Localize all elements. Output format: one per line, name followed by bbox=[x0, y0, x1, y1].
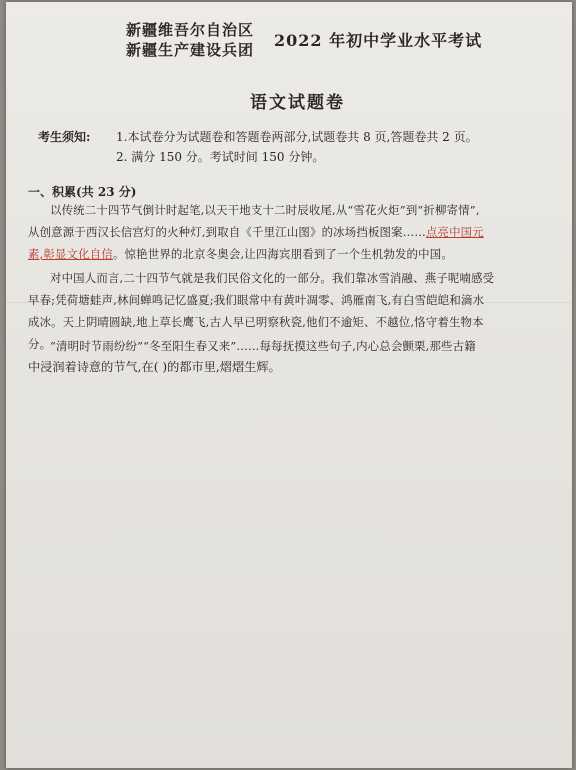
passage-line: 成冰。天上阴晴圆缺,地上草长鹰飞,古人早已明察秋瓷,他们不逾矩、不越位,恪守着生物本 bbox=[28, 315, 484, 329]
passage-line: 分。 bbox=[28, 337, 52, 351]
exam-sheet bbox=[6, 2, 572, 768]
passage-line: 以传统二十四节气倒计时起笔,以天干地支十二时辰收尾,从“雪花火炬”到“折柳寄情”, bbox=[50, 203, 480, 217]
underlined-sentence: 点亮中国元 bbox=[425, 225, 484, 239]
passage-line: 早春;凭荷塘蛙声,林间蝉鸣记忆盛夏;我们眼常中有黄叶凋零、鸿雁南飞,有白雪皑皑和滴水 bbox=[28, 293, 485, 307]
region-bingtuan: 新疆生产建设兵团 bbox=[126, 41, 255, 59]
exam-title: 2022 年初中学业水平考试 bbox=[274, 31, 483, 50]
passage-line bbox=[28, 224, 484, 240]
passage-line: “清明时节雨纷纷”“冬至阳生春又来”……每每抚摸这些句子,内心总会颤栗,那些古籍 bbox=[50, 339, 476, 353]
underlined-sentence: 素,彰显文化自信 bbox=[28, 247, 113, 261]
notice-line-1: 1.本试卷分为试题卷和答题卷两部分,试题卷共 8 页,答题卷共 2 页。 bbox=[116, 130, 478, 144]
passage-text: 。惊艳世界的北京冬奥会,让四海宾朋看到了一个生机勃发的中国。 bbox=[112, 247, 453, 261]
section-heading: 一、积累(共 23 分) bbox=[28, 185, 137, 199]
passage-text: 从创意源于西汉长信宫灯的火种灯,到取自《千里江山图》的冰场挡板图案…… bbox=[28, 225, 426, 239]
notice-line-2: 2. 满分 150 分。考试时间 150 分钟。 bbox=[116, 150, 325, 164]
paper-title: 语文试题卷 bbox=[250, 93, 345, 113]
region-xinjiang: 新疆维吾尔自治区 bbox=[126, 21, 255, 39]
passage-line bbox=[28, 246, 453, 262]
region-names bbox=[126, 20, 254, 60]
passage-line: 中浸润着诗意的节气,在( )的都市里,熠熠生辉。 bbox=[28, 360, 281, 374]
notice-label: 考生须知: bbox=[38, 130, 91, 144]
passage-line: 对中国人而言,二十四节气就是我们民俗文化的一部分。我们靠冰雪消融、燕子呢喃感受 bbox=[50, 271, 495, 285]
